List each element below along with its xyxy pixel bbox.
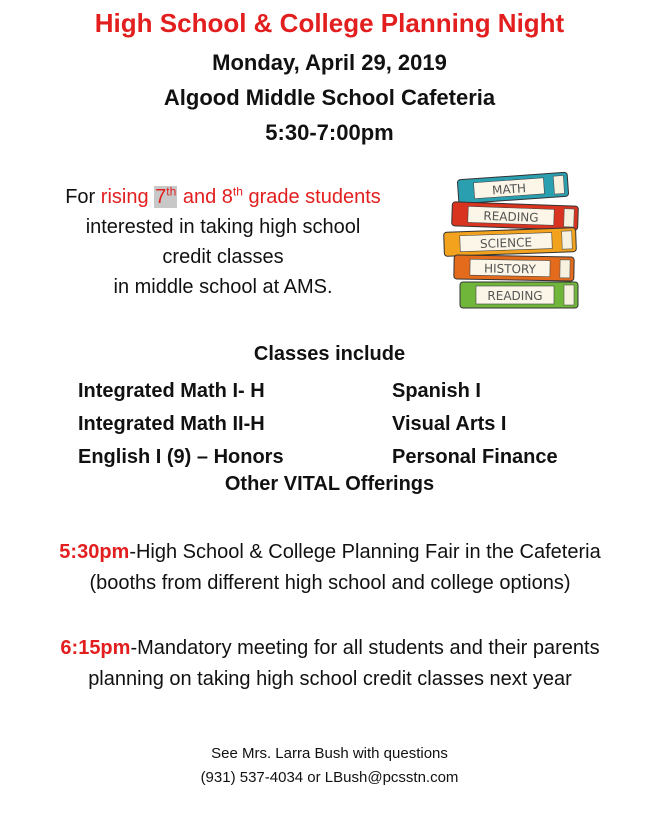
intro-for: For [65, 186, 101, 208]
schedule-item-1 [30, 537, 630, 599]
book-label: SCIENCE [479, 235, 533, 252]
event-title: High School & College Planning Night [94, 8, 565, 38]
intro-grade-students: grade students [242, 186, 381, 208]
book-1 [457, 172, 568, 204]
book-label: READING [483, 208, 539, 225]
intro-line-4: in middle school at AMS. [113, 276, 333, 298]
intro-line-1: For rising 7th and 8th grade students [65, 184, 381, 208]
grade-7-highlight: 7th [155, 184, 177, 208]
intro-line-2: interested in taking high school [85, 216, 361, 238]
intro-text [28, 182, 418, 302]
class-item: Personal Finance [392, 446, 558, 468]
classes-right-column [392, 375, 558, 474]
other-offerings: Other VITAL Offerings [224, 473, 435, 495]
schedule-time: 5:30pm [59, 541, 130, 563]
book-label: HISTORY [483, 261, 537, 277]
schedule-text: -Mandatory meeting for all students and their parents planning on taking high school credit classes next year [88, 637, 600, 690]
book-3 [444, 228, 577, 257]
intro-and-8: and 8 [177, 186, 233, 208]
contact-line-1: See Mrs. Larra Bush with questions [211, 745, 448, 762]
book-4 [454, 255, 574, 281]
book-stack-illustration [440, 170, 590, 320]
book-5 [460, 282, 578, 308]
classes-left-column [78, 375, 284, 474]
schedule-time: 6:15pm [60, 637, 131, 659]
schedule-item-2 [30, 633, 630, 695]
classes-heading: Classes include [253, 343, 406, 365]
class-item: Integrated Math I- H [78, 380, 265, 402]
book-label: MATH [491, 181, 527, 198]
event-time: 5:30-7:00pm [265, 120, 394, 145]
contact-line-2: (931) 537-4034 or LBush@pcsstn.com [200, 769, 459, 786]
book-2 [452, 202, 579, 230]
intro-rising: rising [100, 186, 155, 208]
schedule-text: -High School & College Planning Fair in the Cafeteria (booths from different high school and college options) [89, 541, 601, 594]
contact-info [0, 742, 659, 790]
class-item: Integrated Math II-H [78, 413, 265, 435]
class-item: Spanish I [392, 380, 481, 402]
event-date: Monday, April 29, 2019 [212, 50, 447, 75]
intro-line-3: credit classes [162, 246, 284, 268]
book-label: READING [487, 289, 543, 303]
class-item: English I (9) – Honors [78, 446, 284, 468]
event-location: Algood Middle School Cafeteria [163, 85, 496, 110]
class-item: Visual Arts I [392, 413, 507, 435]
